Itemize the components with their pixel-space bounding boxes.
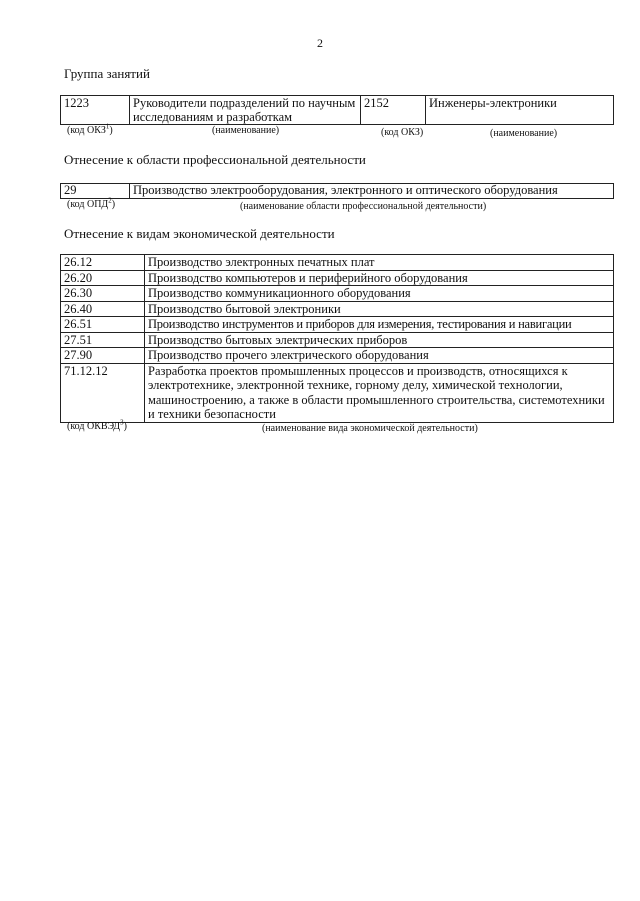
okved-name: Производство компьютеров и периферийного оборудования xyxy=(145,270,614,286)
okved-table xyxy=(60,254,614,423)
table-row xyxy=(61,317,614,333)
okz-name-caption: (наименование) xyxy=(212,125,280,136)
okved-code: 26.40 xyxy=(61,301,145,317)
okved-name: Производство коммуникационного оборудования xyxy=(145,286,614,302)
opd-name: Производство электрооборудования, электронного и оптического оборудования xyxy=(130,184,614,199)
okz-code-left: 1223 xyxy=(61,96,130,125)
okved-name: Производство инструментов и приборов для измерения, тестирования и навигации xyxy=(145,317,614,333)
okved-name: Производство электронных печатных плат xyxy=(145,255,614,271)
okz-code-caption-right: (код ОКЗ) xyxy=(381,127,424,138)
okved-name: Производство бытовой электроники xyxy=(145,301,614,317)
table-row xyxy=(61,348,614,364)
table-row xyxy=(61,255,614,271)
okved-code: 71.12.12 xyxy=(61,363,145,422)
activity-area-heading: Отнесение к области профессиональной деятельности xyxy=(64,152,366,167)
okz-code-right: 2152 xyxy=(361,96,426,125)
okved-code: 26.30 xyxy=(61,286,145,302)
okved-code: 27.90 xyxy=(61,348,145,364)
okved-name: Разработка проектов промышленных процессов и производств, относящихся к электротехнике, электронной технике, горному делу, химической технологии, машиностроению, а также в области промышленного строительства, системотехники и техники безопасности xyxy=(145,363,614,422)
table-row xyxy=(61,301,614,317)
okved-code: 26.51 xyxy=(61,317,145,333)
opd-table xyxy=(60,183,614,199)
okved-code: 26.12 xyxy=(61,255,145,271)
opd-code: 29 xyxy=(61,184,130,199)
table-row xyxy=(61,286,614,302)
okz-code-caption: (код ОКЗ$^1$) xyxy=(67,122,113,136)
table-row xyxy=(61,363,614,422)
okved-code-caption: (код ОКВЭД$^3$) xyxy=(67,418,127,432)
okved-name: Производство прочего электрического оборудования xyxy=(145,348,614,364)
opd-row xyxy=(61,184,614,199)
page-number: 2 xyxy=(317,36,323,50)
opd-code-caption: (код ОПД$^2$) xyxy=(67,196,116,210)
okved-name-caption: (наименование вида экономической деятельности) xyxy=(262,423,478,434)
table-row xyxy=(61,270,614,286)
okz-row xyxy=(61,96,614,125)
okz-name-right: Инженеры-электроники xyxy=(426,96,614,125)
okz-table xyxy=(60,95,614,125)
table-row xyxy=(61,332,614,348)
okved-name: Производство бытовых электрических приборов xyxy=(145,332,614,348)
okz-name-left: Руководители подразделений по научным исследованиям и разработкам xyxy=(130,96,361,125)
group-heading: Группа занятий xyxy=(64,66,150,81)
economic-heading: Отнесение к видам экономической деятельности xyxy=(64,226,335,241)
okved-code: 27.51 xyxy=(61,332,145,348)
okz-name-caption-right: (наименование) xyxy=(490,128,558,139)
okved-code: 26.20 xyxy=(61,270,145,286)
opd-name-caption: (наименование области профессиональной деятельности) xyxy=(240,201,487,212)
